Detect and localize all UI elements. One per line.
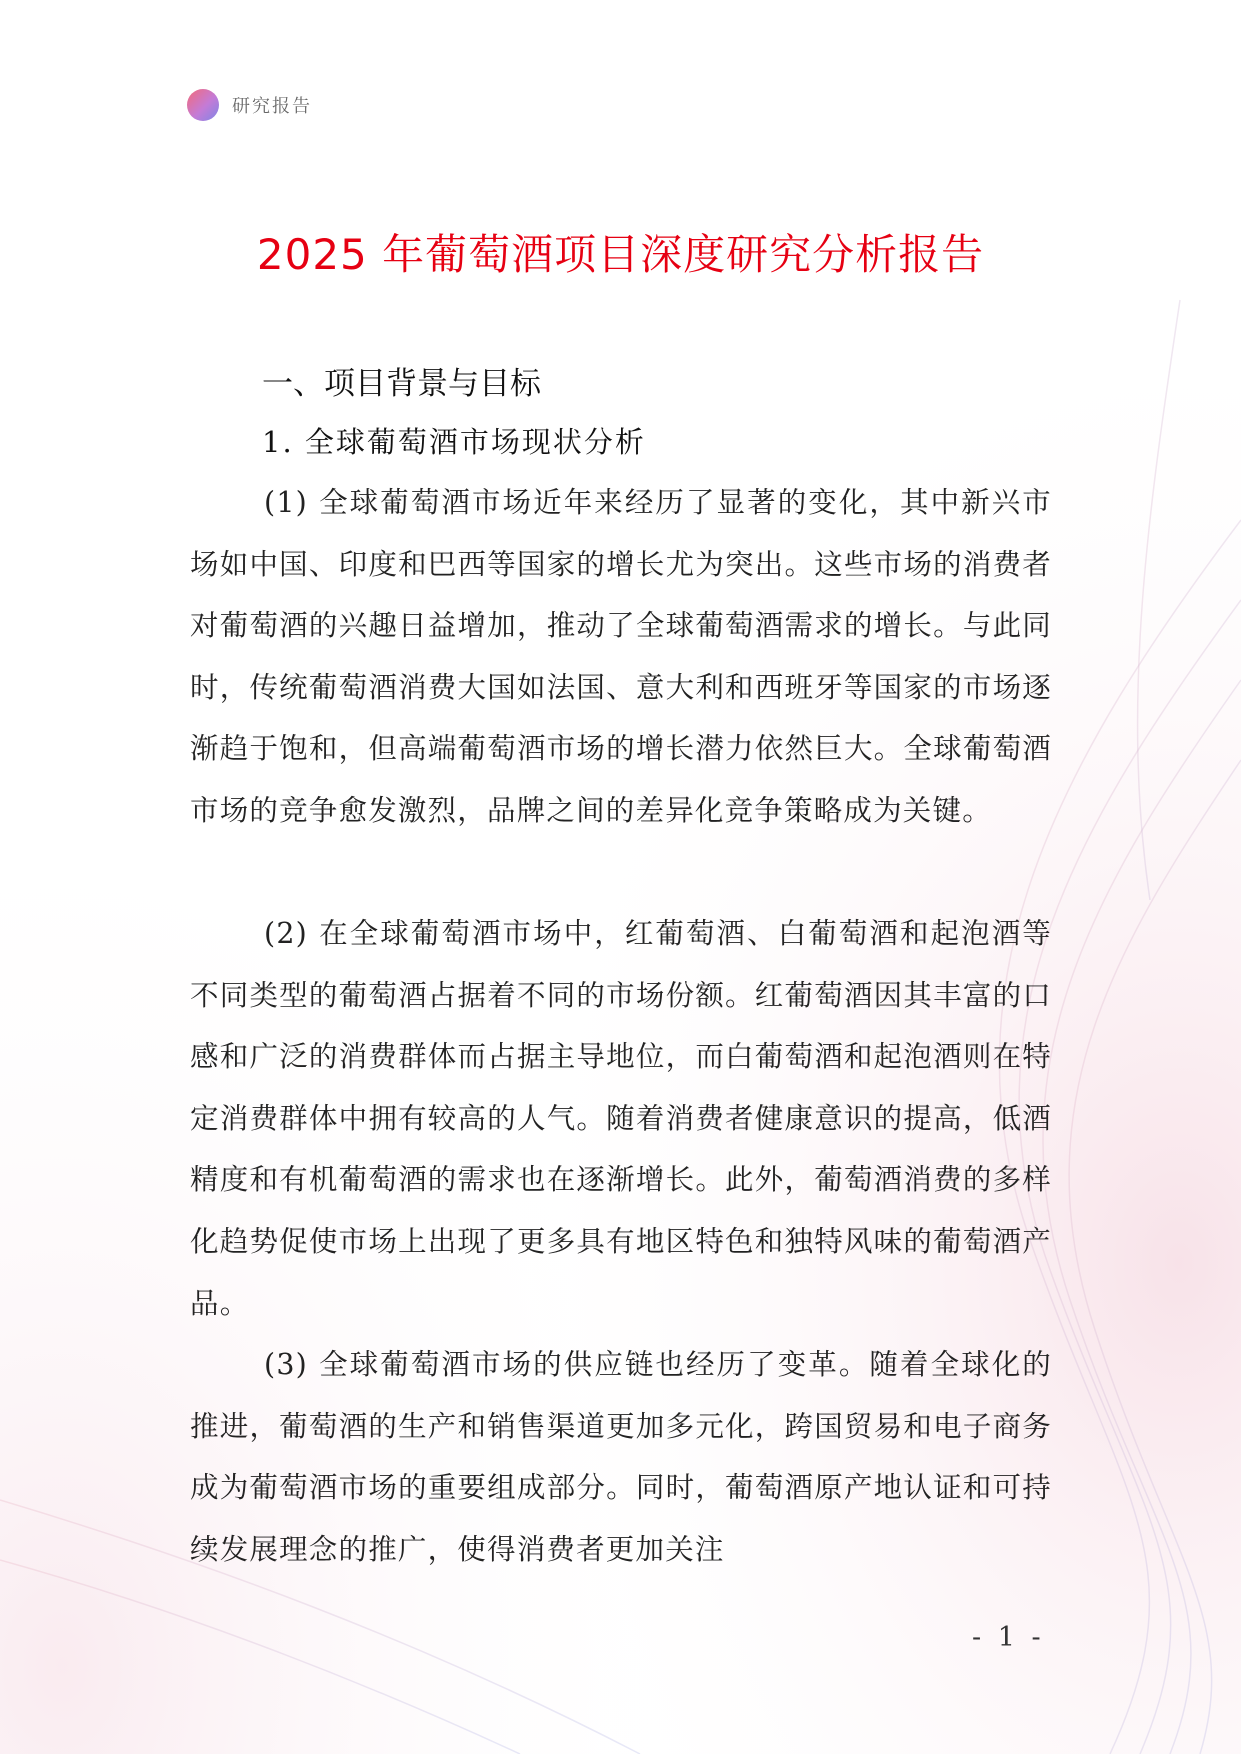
body-paragraph-3: (3) 全球葡萄酒市场的供应链也经历了变革。随着全球化的推进，葡萄酒的生产和销售渠道更加多元化，跨国贸易和电子商务成为葡萄酒市场的重要组成部分。同时，葡萄酒原产地认证和可持续发展理念的推广，使得消费者更加关注 bbox=[190, 1348, 1052, 1566]
subsection-heading: 1. 全球葡萄酒市场现状分析 bbox=[262, 425, 646, 459]
body-paragraph-2: (2) 在全球葡萄酒市场中，红葡萄酒、白葡萄酒和起泡酒等不同类型的葡萄酒占据着不同的市场份额。红葡萄酒因其丰富的口感和广泛的消费群体而占据主导地位，而白葡萄酒和起泡酒则在特定消费群体中拥有较高的人气。随着消费者健康意识的提高，低酒精度和有机葡萄酒的需求也在逐渐增长。此外，葡萄酒消费的多样化趋势促使市场上出现了更多具有地区特色和独特风味的葡萄酒产品。 bbox=[190, 917, 1052, 1320]
body-paragraph-1: (1) 全球葡萄酒市场近年来经历了显著的变化，其中新兴市场如中国、印度和巴西等国家的增长尤为突出。这些市场的消费者对葡萄酒的兴趣日益增加，推动了全球葡萄酒需求的增长。与此同时，传统葡萄酒消费大国如法国、意大利和西班牙等国家的市场逐渐趋于饱和，但高端葡萄酒市场的增长潜力依然巨大。全球葡萄酒市场的竞争愈发激烈，品牌之间的差异化竞争策略成为关键。 bbox=[190, 486, 1052, 827]
document-title: 2025 年葡萄酒项目深度研究分析报告 bbox=[256, 230, 985, 279]
page-number: - 1 - bbox=[972, 1622, 1045, 1653]
header-label: 研究报告 bbox=[232, 96, 312, 117]
report-logo-icon bbox=[187, 89, 219, 121]
section-heading: 一、项目背景与目标 bbox=[262, 366, 541, 402]
